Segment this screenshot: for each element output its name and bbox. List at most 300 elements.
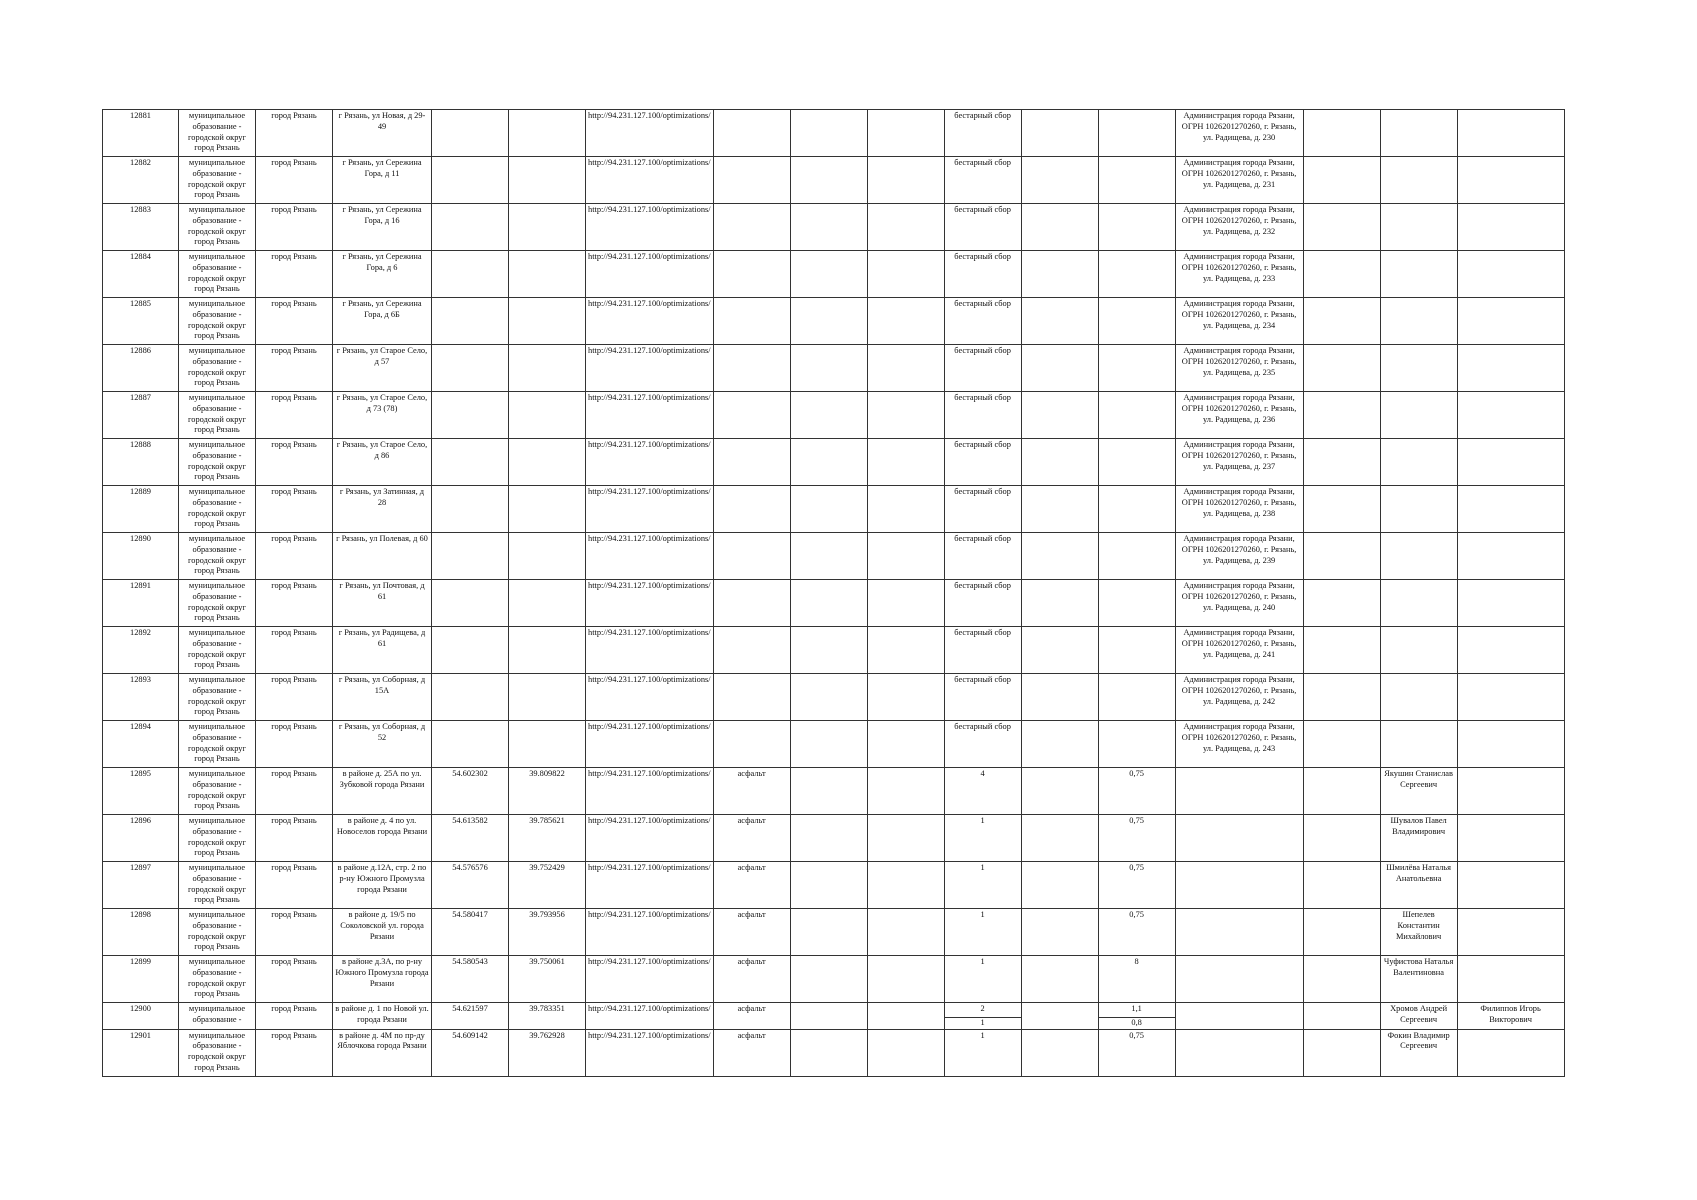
empty-cell xyxy=(867,251,944,298)
row-number-cell: 12900 xyxy=(103,1003,179,1030)
responsible-person-cell xyxy=(1380,204,1457,251)
municipality-cell: муниципальное образование - городской округ город Рязань xyxy=(179,486,256,533)
owner-cell xyxy=(1175,909,1303,956)
count-cell xyxy=(1021,533,1098,580)
table-row xyxy=(103,345,1565,392)
municipality-cell: муниципальное образование - городской округ город Рязань xyxy=(179,627,256,674)
row-number-cell: 12893 xyxy=(103,674,179,721)
volume-cell: 8 xyxy=(1098,956,1175,1003)
empty-cell xyxy=(867,439,944,486)
city-cell: город Рязань xyxy=(256,157,333,204)
extra-cell xyxy=(1303,815,1380,862)
empty-cell xyxy=(790,392,867,439)
empty-cell xyxy=(790,721,867,768)
latitude-cell: 54.613582 xyxy=(432,815,509,862)
url-cell: http://94.231.127.100/optimizations/ xyxy=(586,862,714,909)
municipality-cell: муниципальное образование - городской округ город Рязань xyxy=(179,110,256,157)
count-cell xyxy=(1021,1029,1098,1076)
empty-cell xyxy=(790,674,867,721)
address-cell: г Рязань, ул Старое Село, д 86 xyxy=(333,439,432,486)
empty-cell xyxy=(867,1029,944,1076)
responsible-person-cell: Шмилёва Наталья Анатольевна xyxy=(1380,862,1457,909)
extra-cell xyxy=(1303,580,1380,627)
volume-value-2: 0,8 xyxy=(1099,1017,1175,1029)
latitude-cell xyxy=(432,204,509,251)
surface-cell xyxy=(713,674,790,721)
latitude-cell xyxy=(432,721,509,768)
table-row xyxy=(103,251,1565,298)
latitude-cell: 54.576576 xyxy=(432,862,509,909)
owner-cell: Администрация города Рязани, ОГРН 1026201270260, г. Рязань, ул. Радищева, д. 234 xyxy=(1175,298,1303,345)
row-number-cell: 12894 xyxy=(103,721,179,768)
responsible-person-cell xyxy=(1380,251,1457,298)
latitude-cell xyxy=(432,439,509,486)
collection-type-cell: бестарный сбор xyxy=(944,627,1021,674)
row-number-cell: 12899 xyxy=(103,956,179,1003)
table-row xyxy=(103,110,1565,157)
responsible-person-cell: Чуфистова Наталья Валентиновна xyxy=(1380,956,1457,1003)
address-cell: г Рязань, ул Старое Село, д 57 xyxy=(333,345,432,392)
url-cell: http://94.231.127.100/optimizations/ xyxy=(586,298,714,345)
row-number-cell: 12891 xyxy=(103,580,179,627)
surface-cell: асфальт xyxy=(713,768,790,815)
address-cell: г Рязань, ул Сережина Гора, д 11 xyxy=(333,157,432,204)
table-row xyxy=(103,627,1565,674)
extra-cell xyxy=(1303,768,1380,815)
extra-cell xyxy=(1303,345,1380,392)
address-cell: в районе д. 4М по пр-ду Яблочкова города Рязани xyxy=(333,1029,432,1076)
count-cell xyxy=(1021,580,1098,627)
empty-cell xyxy=(790,533,867,580)
address-cell: г Рязань, ул Полевая, д 60 xyxy=(333,533,432,580)
volume-cell xyxy=(1098,533,1175,580)
address-cell: г Рязань, ул Радищева, д 61 xyxy=(333,627,432,674)
empty-cell xyxy=(867,204,944,251)
address-cell: г Рязань, ул Соборная, д 15А xyxy=(333,674,432,721)
url-cell: http://94.231.127.100/optimizations/ xyxy=(586,580,714,627)
responsible-person-2-cell xyxy=(1457,298,1564,345)
city-cell: город Рязань xyxy=(256,439,333,486)
municipality-cell: муниципальное образование - городской округ город Рязань xyxy=(179,157,256,204)
owner-cell xyxy=(1175,768,1303,815)
table-row xyxy=(103,721,1565,768)
empty-cell xyxy=(867,486,944,533)
empty-cell xyxy=(867,862,944,909)
extra-cell xyxy=(1303,627,1380,674)
row-number-cell: 12897 xyxy=(103,862,179,909)
longitude-cell: 39.785621 xyxy=(509,815,586,862)
surface-cell: асфальт xyxy=(713,815,790,862)
empty-cell xyxy=(790,768,867,815)
responsible-person-cell xyxy=(1380,674,1457,721)
responsible-person-cell xyxy=(1380,439,1457,486)
table-row xyxy=(103,486,1565,533)
url-cell: http://94.231.127.100/optimizations/ xyxy=(586,1003,714,1030)
volume-cell xyxy=(1098,345,1175,392)
responsible-person-2-cell xyxy=(1457,956,1564,1003)
count-cell xyxy=(1021,768,1098,815)
count-cell xyxy=(1021,298,1098,345)
extra-cell xyxy=(1303,1003,1380,1030)
count-cell xyxy=(1021,251,1098,298)
owner-cell xyxy=(1175,1029,1303,1076)
row-number-cell: 12884 xyxy=(103,251,179,298)
url-cell: http://94.231.127.100/optimizations/ xyxy=(586,204,714,251)
responsible-person-2-cell xyxy=(1457,204,1564,251)
empty-cell xyxy=(867,815,944,862)
url-cell: http://94.231.127.100/optimizations/ xyxy=(586,110,714,157)
surface-cell: асфальт xyxy=(713,909,790,956)
extra-cell xyxy=(1303,486,1380,533)
row-number-cell: 12883 xyxy=(103,204,179,251)
count-cell xyxy=(1021,627,1098,674)
address-cell: г Рязань, ул Сережина Гора, д 6Б xyxy=(333,298,432,345)
responsible-person-cell xyxy=(1380,486,1457,533)
row-number-cell: 12901 xyxy=(103,1029,179,1076)
volume-value: 1,1 xyxy=(1131,1004,1142,1013)
url-cell: http://94.231.127.100/optimizations/ xyxy=(586,627,714,674)
longitude-cell xyxy=(509,627,586,674)
longitude-cell xyxy=(509,486,586,533)
table-row xyxy=(103,862,1565,909)
empty-cell xyxy=(790,345,867,392)
volume-cell xyxy=(1098,580,1175,627)
owner-cell xyxy=(1175,1003,1303,1030)
empty-cell xyxy=(867,157,944,204)
owner-cell: Администрация города Рязани, ОГРН 1026201270260, г. Рязань, ул. Радищева, д. 237 xyxy=(1175,439,1303,486)
surface-cell xyxy=(713,110,790,157)
longitude-cell xyxy=(509,345,586,392)
row-number-cell: 12887 xyxy=(103,392,179,439)
volume-cell xyxy=(1098,204,1175,251)
empty-cell xyxy=(790,815,867,862)
table-row xyxy=(103,157,1565,204)
longitude-cell xyxy=(509,298,586,345)
collection-type-cell: бестарный сбор xyxy=(944,392,1021,439)
city-cell: город Рязань xyxy=(256,909,333,956)
collection-type-cell: 1 xyxy=(944,1029,1021,1076)
surface-cell xyxy=(713,392,790,439)
city-cell: город Рязань xyxy=(256,533,333,580)
extra-cell xyxy=(1303,251,1380,298)
url-cell: http://94.231.127.100/optimizations/ xyxy=(586,439,714,486)
owner-cell: Администрация города Рязани, ОГРН 1026201270260, г. Рязань, ул. Радищева, д. 232 xyxy=(1175,204,1303,251)
collection-type-cell: бестарный сбор xyxy=(944,439,1021,486)
address-cell: в районе д. 4 по ул. Новоселов города Рязани xyxy=(333,815,432,862)
extra-cell xyxy=(1303,533,1380,580)
responsible-person-cell xyxy=(1380,721,1457,768)
count-cell xyxy=(1021,909,1098,956)
empty-cell xyxy=(867,1003,944,1030)
municipality-cell: муниципальное образование - городской округ город Рязань xyxy=(179,345,256,392)
empty-cell xyxy=(790,1029,867,1076)
city-cell: город Рязань xyxy=(256,486,333,533)
address-cell: в районе д. 19/5 по Соколовской ул. города Рязани xyxy=(333,909,432,956)
municipality-cell: муниципальное образование - городской округ город Рязань xyxy=(179,580,256,627)
owner-cell xyxy=(1175,815,1303,862)
url-cell: http://94.231.127.100/optimizations/ xyxy=(586,674,714,721)
responsible-person-cell xyxy=(1380,533,1457,580)
extra-cell xyxy=(1303,862,1380,909)
longitude-cell: 39.793956 xyxy=(509,909,586,956)
responsible-person-cell xyxy=(1380,627,1457,674)
url-cell: http://94.231.127.100/optimizations/ xyxy=(586,909,714,956)
empty-cell xyxy=(867,909,944,956)
responsible-person-2-cell xyxy=(1457,439,1564,486)
surface-cell xyxy=(713,627,790,674)
city-cell: город Рязань xyxy=(256,110,333,157)
extra-cell xyxy=(1303,157,1380,204)
owner-cell: Администрация города Рязани, ОГРН 1026201270260, г. Рязань, ул. Радищева, д. 240 xyxy=(1175,580,1303,627)
empty-cell xyxy=(867,768,944,815)
row-number-cell: 12882 xyxy=(103,157,179,204)
city-cell: город Рязань xyxy=(256,768,333,815)
responsible-person-2-cell xyxy=(1457,815,1564,862)
collection-type-cell: 1 xyxy=(944,956,1021,1003)
table-row xyxy=(103,439,1565,486)
latitude-cell xyxy=(432,251,509,298)
longitude-cell xyxy=(509,721,586,768)
longitude-cell xyxy=(509,533,586,580)
responsible-person-cell xyxy=(1380,110,1457,157)
owner-cell: Администрация города Рязани, ОГРН 1026201270260, г. Рязань, ул. Радищева, д. 230 xyxy=(1175,110,1303,157)
empty-cell xyxy=(867,110,944,157)
count-cell xyxy=(1021,862,1098,909)
city-cell: город Рязань xyxy=(256,204,333,251)
municipality-cell: муниципальное образование - городской округ город Рязань xyxy=(179,909,256,956)
municipality-cell: муниципальное образование - городской округ город Рязань xyxy=(179,674,256,721)
table-row xyxy=(103,768,1565,815)
responsible-person-2-cell xyxy=(1457,909,1564,956)
count-cell xyxy=(1021,157,1098,204)
collection-type-cell: бестарный сбор xyxy=(944,345,1021,392)
owner-cell: Администрация города Рязани, ОГРН 1026201270260, г. Рязань, ул. Радищева, д. 236 xyxy=(1175,392,1303,439)
empty-cell xyxy=(790,157,867,204)
volume-cell xyxy=(1098,298,1175,345)
extra-cell xyxy=(1303,392,1380,439)
volume-cell xyxy=(1098,439,1175,486)
empty-cell xyxy=(867,345,944,392)
responsible-person-cell: Шепелев Константин Михайлович xyxy=(1380,909,1457,956)
responsible-person-cell xyxy=(1380,392,1457,439)
latitude-cell xyxy=(432,298,509,345)
owner-cell xyxy=(1175,956,1303,1003)
municipality-cell: муниципальное образование - городской округ город Рязань xyxy=(179,815,256,862)
url-cell: http://94.231.127.100/optimizations/ xyxy=(586,768,714,815)
empty-cell xyxy=(790,862,867,909)
surface-cell xyxy=(713,298,790,345)
registry-table-body xyxy=(103,110,1565,1077)
city-cell: город Рязань xyxy=(256,392,333,439)
surface-cell xyxy=(713,486,790,533)
row-number-cell: 12898 xyxy=(103,909,179,956)
responsible-person-cell xyxy=(1380,157,1457,204)
city-cell: город Рязань xyxy=(256,345,333,392)
collection-type-value: 2 xyxy=(980,1004,985,1013)
empty-cell xyxy=(790,627,867,674)
longitude-cell xyxy=(509,439,586,486)
address-cell: г Рязань, ул Старое Село, д 73 (78) xyxy=(333,392,432,439)
owner-cell: Администрация города Рязани, ОГРН 1026201270260, г. Рязань, ул. Радищева, д. 235 xyxy=(1175,345,1303,392)
empty-cell xyxy=(867,533,944,580)
collection-type-cell: 1 xyxy=(944,862,1021,909)
volume-cell xyxy=(1098,251,1175,298)
volume-cell xyxy=(1098,627,1175,674)
municipality-cell: муниципальное образование - городской округ город Рязань xyxy=(179,768,256,815)
responsible-person-cell: Фокин Владимир Сергеевич xyxy=(1380,1029,1457,1076)
table-row xyxy=(103,1003,1565,1030)
row-number-cell: 12892 xyxy=(103,627,179,674)
collection-type-cell: бестарный сбор xyxy=(944,157,1021,204)
responsible-person-2-cell xyxy=(1457,721,1564,768)
row-number-cell: 12896 xyxy=(103,815,179,862)
surface-cell: асфальт xyxy=(713,956,790,1003)
collection-type-cell: 1 xyxy=(944,909,1021,956)
empty-cell xyxy=(790,1003,867,1030)
volume-cell: 0,75 xyxy=(1098,1029,1175,1076)
responsible-person-cell xyxy=(1380,580,1457,627)
municipality-cell: муниципальное образование - городской округ город Рязань xyxy=(179,956,256,1003)
owner-cell: Администрация города Рязани, ОГРН 1026201270260, г. Рязань, ул. Радищева, д. 243 xyxy=(1175,721,1303,768)
municipality-cell: муниципальное образование - городской округ город Рязань xyxy=(179,721,256,768)
volume-cell xyxy=(1098,110,1175,157)
longitude-cell: 39.752429 xyxy=(509,862,586,909)
longitude-cell xyxy=(509,392,586,439)
empty-cell xyxy=(790,956,867,1003)
surface-cell xyxy=(713,204,790,251)
count-cell xyxy=(1021,439,1098,486)
surface-cell xyxy=(713,533,790,580)
responsible-person-2-cell xyxy=(1457,392,1564,439)
responsible-person-cell: Шувалов Павел Владимирович xyxy=(1380,815,1457,862)
empty-cell xyxy=(867,627,944,674)
row-number-cell: 12890 xyxy=(103,533,179,580)
volume-cell xyxy=(1098,721,1175,768)
responsible-person-2-cell xyxy=(1457,110,1564,157)
count-cell xyxy=(1021,1003,1098,1030)
url-cell: http://94.231.127.100/optimizations/ xyxy=(586,956,714,1003)
table-row xyxy=(103,674,1565,721)
empty-cell xyxy=(790,251,867,298)
surface-cell xyxy=(713,157,790,204)
collection-type-cell: 1 xyxy=(944,815,1021,862)
longitude-cell xyxy=(509,674,586,721)
latitude-cell xyxy=(432,110,509,157)
url-cell: http://94.231.127.100/optimizations/ xyxy=(586,815,714,862)
volume-cell xyxy=(1098,486,1175,533)
latitude-cell: 54.609142 xyxy=(432,1029,509,1076)
address-cell: г Рязань, ул Соборная, д 52 xyxy=(333,721,432,768)
city-cell: город Рязань xyxy=(256,1003,333,1030)
table-row xyxy=(103,580,1565,627)
municipality-cell: муниципальное образование - городской округ город Рязань xyxy=(179,862,256,909)
url-cell: http://94.231.127.100/optimizations/ xyxy=(586,533,714,580)
responsible-person-2-cell xyxy=(1457,768,1564,815)
city-cell: город Рязань xyxy=(256,721,333,768)
collection-type-cell: бестарный сбор xyxy=(944,251,1021,298)
responsible-person-cell xyxy=(1380,345,1457,392)
empty-cell xyxy=(790,439,867,486)
address-cell: в районе д.3А, по р-ну Южного Промузла города Рязани xyxy=(333,956,432,1003)
count-cell xyxy=(1021,110,1098,157)
responsible-person-cell: Якушин Станислав Сергеевич xyxy=(1380,768,1457,815)
address-cell: г Рязань, ул Почтовая, д 61 xyxy=(333,580,432,627)
address-cell: в районе д. 25А по ул. Зубковой города Рязани xyxy=(333,768,432,815)
responsible-person-2-cell xyxy=(1457,533,1564,580)
responsible-person-2-cell: Филиппов Игорь Викторович xyxy=(1457,1003,1564,1030)
municipality-cell: муниципальное образование - xyxy=(179,1003,256,1030)
volume-cell xyxy=(1098,1003,1175,1030)
responsible-person-2-cell xyxy=(1457,345,1564,392)
extra-cell xyxy=(1303,204,1380,251)
volume-cell xyxy=(1098,674,1175,721)
latitude-cell xyxy=(432,345,509,392)
volume-cell xyxy=(1098,392,1175,439)
table-row xyxy=(103,204,1565,251)
municipality-cell: муниципальное образование - городской округ город Рязань xyxy=(179,204,256,251)
city-cell: город Рязань xyxy=(256,1029,333,1076)
url-cell: http://94.231.127.100/optimizations/ xyxy=(586,345,714,392)
volume-cell: 0,75 xyxy=(1098,862,1175,909)
extra-cell xyxy=(1303,909,1380,956)
empty-cell xyxy=(867,298,944,345)
surface-cell: асфальт xyxy=(713,862,790,909)
city-cell: город Рязань xyxy=(256,298,333,345)
responsible-person-2-cell xyxy=(1457,627,1564,674)
longitude-cell xyxy=(509,580,586,627)
owner-cell: Администрация города Рязани, ОГРН 1026201270260, г. Рязань, ул. Радищева, д. 231 xyxy=(1175,157,1303,204)
volume-cell xyxy=(1098,157,1175,204)
volume-cell: 0,75 xyxy=(1098,815,1175,862)
empty-cell xyxy=(790,580,867,627)
owner-cell: Администрация города Рязани, ОГРН 1026201270260, г. Рязань, ул. Радищева, д. 239 xyxy=(1175,533,1303,580)
address-cell: в районе д. 1 по Новой ул. города Рязани xyxy=(333,1003,432,1030)
collection-type-cell xyxy=(944,1003,1021,1030)
latitude-cell xyxy=(432,157,509,204)
collection-type-cell: бестарный сбор xyxy=(944,721,1021,768)
address-cell: г Рязань, ул Сережина Гора, д 16 xyxy=(333,204,432,251)
table-row xyxy=(103,909,1565,956)
owner-cell xyxy=(1175,862,1303,909)
longitude-cell: 39.783351 xyxy=(509,1003,586,1030)
table-row xyxy=(103,392,1565,439)
latitude-cell: 54.580417 xyxy=(432,909,509,956)
city-cell: город Рязань xyxy=(256,862,333,909)
city-cell: город Рязань xyxy=(256,815,333,862)
longitude-cell: 39.750061 xyxy=(509,956,586,1003)
city-cell: город Рязань xyxy=(256,956,333,1003)
volume-cell: 0,75 xyxy=(1098,909,1175,956)
count-cell xyxy=(1021,204,1098,251)
row-number-cell: 12885 xyxy=(103,298,179,345)
empty-cell xyxy=(790,486,867,533)
surface-cell: асфальт xyxy=(713,1003,790,1030)
municipality-cell: муниципальное образование - городской округ город Рязань xyxy=(179,392,256,439)
empty-cell xyxy=(867,721,944,768)
surface-cell xyxy=(713,345,790,392)
latitude-cell xyxy=(432,486,509,533)
longitude-cell xyxy=(509,110,586,157)
owner-cell: Администрация города Рязани, ОГРН 1026201270260, г. Рязань, ул. Радищева, д. 233 xyxy=(1175,251,1303,298)
url-cell: http://94.231.127.100/optimizations/ xyxy=(586,157,714,204)
extra-cell xyxy=(1303,110,1380,157)
responsible-person-2-cell xyxy=(1457,251,1564,298)
address-cell: г Рязань, ул Затинная, д 28 xyxy=(333,486,432,533)
surface-cell xyxy=(713,721,790,768)
count-cell xyxy=(1021,674,1098,721)
latitude-cell xyxy=(432,580,509,627)
empty-cell xyxy=(790,298,867,345)
